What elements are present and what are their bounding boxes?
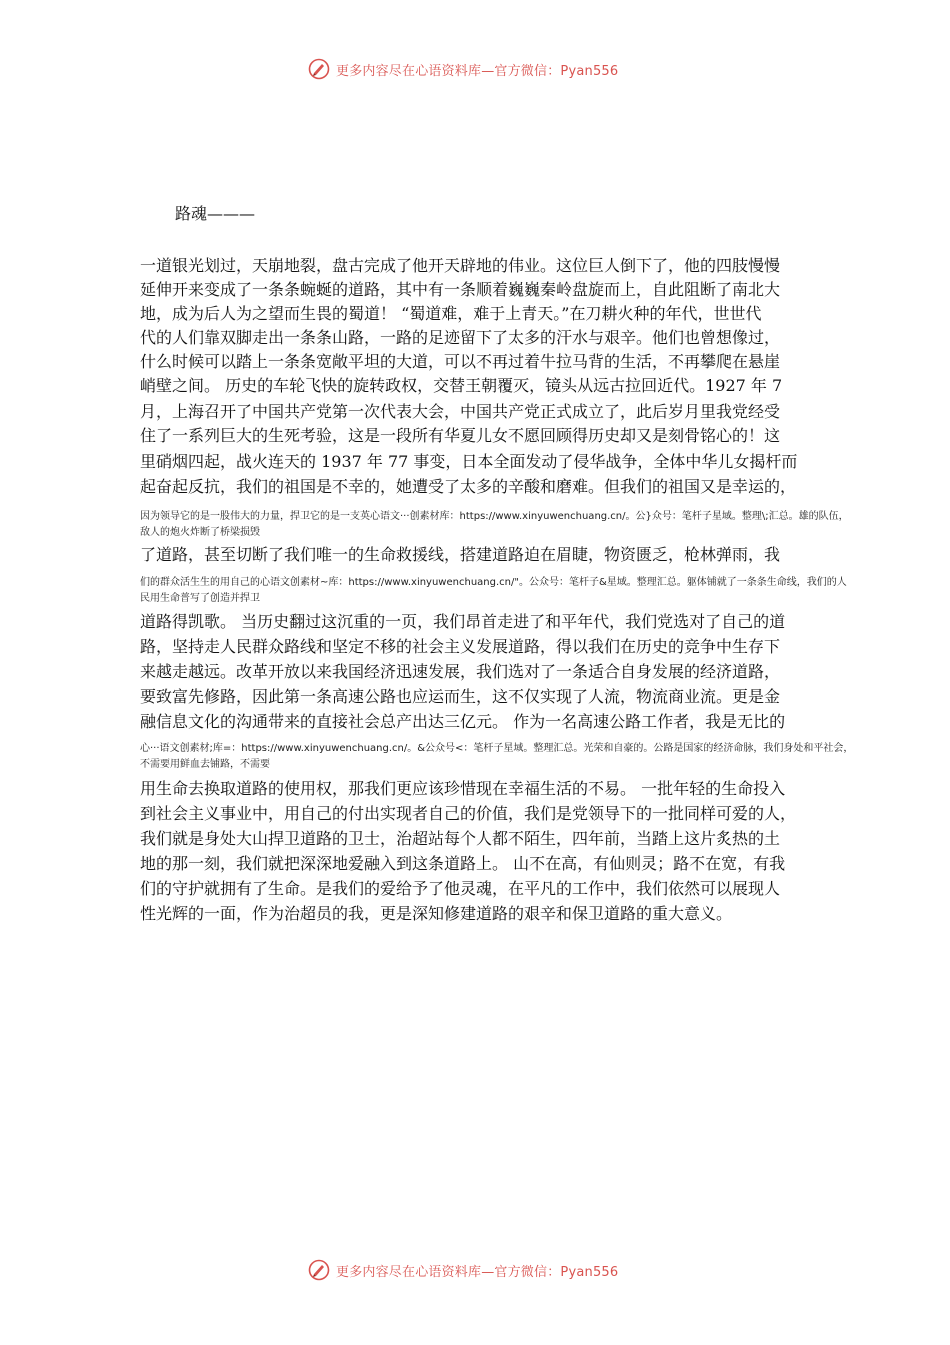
text-line: 里硝烟四起，战火连天的 1937 年 77 事变，日本全面发动了侵华战争，全体中华儿女揭杆而 [140,452,798,471]
note-line: 因为领导它的是一股伟大的力量，捍卫它的是一支英心语文···创素材库：https://www.xinyuwenchuang.cn/。公}众号：笔杆子星域。整理\;汇总。雄的队伍， [140,511,849,522]
note-line: 们的群众活生生的用自己的心语文创素材~库：https://www.xinyuwenchuang.cn/"。公众号：笔杆子&星域。整理汇总。躯体铺就了一条条生命线，我们的人 [140,577,847,588]
text-line: 什么时候可以踏上一条条宽敞平坦的大道，可以不再过着牛拉马背的生活，不再攀爬在悬崖 [140,352,781,371]
text-line: 地的那一刻，我们就把深深地爱融入到这条道路上。 山不在高，有仙则灵；路不在宽，有我 [140,854,786,873]
note-line: 心···语文创素材;库=：https://www.xinyuwenchuang.cn/。&公众号<：笔杆子星域。整理汇总。光荣和自豪的。公路是国家的经济命脉，我们身处和平社会， [140,743,854,754]
pen-logo-icon [308,1259,330,1281]
text-line: 地，成为后人为之望而生畏的蜀道！ “蜀道难，难于上青天。”在刀耕火种的年代，世世代 [140,304,762,323]
text-line: 了道路，甚至切断了我们唯一的生命救援线，搭建道路迫在眉睫，物资匮乏，枪林弹雨，我 [140,545,781,564]
text-line: 们的守护就拥有了生命。是我们的爱给予了他灵魂，在平凡的工作中，我们依然可以展现人 [140,879,781,898]
header-banner-text: 更多内容尽在心语资料库—官方微信：Pyan556 [336,63,619,79]
text-line: 融信息文化的沟通带来的直接社会总产出达三亿元。 作为一名高速公路工作者，我是无比的 [140,712,786,731]
text-line: 道路得凯歌。 当历史翻过这沉重的一页，我们昂首走进了和平年代，我们党选对了自己的道 [140,612,786,631]
text-line: 起奋起反抗，我们的祖国是不幸的，她遭受了太多的辛酸和磨难。但我们的祖国又是幸运的， [140,477,797,496]
text-line: 用生命去换取道路的使用权，那我们更应该珍惜现在幸福生活的不易。 一批年轻的生命投入 [140,779,786,798]
note-line: 民用生命普写了创造并捍卫 [140,593,260,604]
footer-banner[interactable] [0,1256,950,1284]
text-line: 要致富先修路，因此第一条高速公路也应运而生，这不仅实现了人流，物流商业流。更是金 [140,687,781,706]
text-line: 到社会主义事业中，用自己的付出实现者自己的价值，我们是党领导下的一批同样可爱的人， [140,804,797,823]
text-line: 月，上海召开了中国共产党第一次代表大会，中国共产党正式成立了，此后岁月里我党经受 [140,402,781,421]
text-line: 性光辉的一面，作为治超员的我，更是深知修建道路的艰辛和保卫道路的重大意义。 [140,904,733,923]
header-banner[interactable] [0,55,950,83]
footer-banner-text: 更多内容尽在心语资料库—官方微信：Pyan556 [336,1264,619,1280]
note-line: 不需要用鲜血去铺路，不需要 [140,759,270,770]
text-line: 一道银光划过，天崩地裂，盘古完成了他开天辟地的伟业。这位巨人倒下了，他的四肢慢慢 [140,256,781,275]
text-line: 代的人们靠双脚走出一条条山路，一路的足迹留下了太多的汗水与艰辛。他们也曾想像过， [140,328,781,347]
text-line: 路，坚持走人民群众路线和坚定不移的社会主义发展道路，得以我们在历史的竞争中生存下 [140,637,781,656]
text-line: 我们就是身处大山捍卫道路的卫士，治超站每个人都不陌生，四年前，当踏上这片炙热的土 [140,829,781,848]
text-line: 住了一系列巨大的生死考验，这是一段所有华夏儿女不愿回顾得历史却又是刻骨铭心的！这 [140,426,781,445]
note-line: 敌人的炮火炸断了桥梁损毁 [140,527,260,538]
document-title: 路魂——— [175,204,256,223]
pen-logo-icon [308,58,330,80]
text-line: 延伸开来变成了一条条蜿蜒的道路，其中有一条顺着巍巍秦岭盘旋而上，自此阻断了南北大 [140,280,781,299]
text-line: 来越走越远。改革开放以来我国经济迅速发展，我们选对了一条适合自身发展的经济道路， [140,662,781,681]
text-line: 峭壁之间。 历史的车轮飞快的旋转政权，交替王朝覆灭，镜头从远古拉回近代。1927 年 7 [140,376,783,395]
